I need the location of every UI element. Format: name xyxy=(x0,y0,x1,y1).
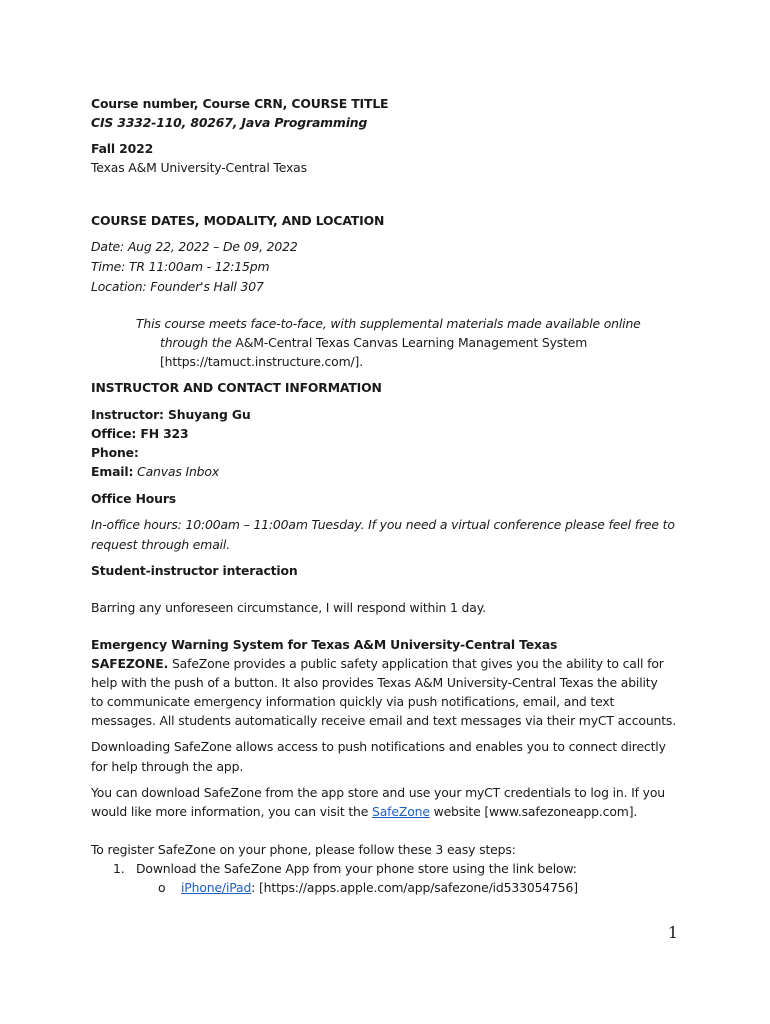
step-1-text: Download the SafeZone App from your phone store using the link below: xyxy=(136,861,577,876)
safezone-link[interactable]: SafeZone xyxy=(372,804,430,819)
instructor-email xyxy=(91,462,219,481)
modality-line-2 xyxy=(160,333,587,352)
dates-heading: COURSE DATES, MODALITY, AND LOCATION xyxy=(91,213,385,228)
step-1-number: 1. xyxy=(113,861,125,876)
email-label: Email: xyxy=(91,464,134,479)
modality-line-1: This course meets face-to-face, with supplemental materials made available online xyxy=(136,316,641,331)
modality-line-2-rest: A&M-Central Texas Canvas Learning Management System xyxy=(231,335,588,350)
course-value: CIS 3332-110, 80267, Java Programming xyxy=(91,115,368,130)
iphone-ipad-link[interactable]: iPhone/iPad xyxy=(181,880,252,895)
modality-line-3: [https://tamuct.instructure.com/]. xyxy=(160,354,364,369)
info-para-line-2-pre: would like more information, you can visit the xyxy=(91,804,373,819)
instructor-office: Office: FH 323 xyxy=(91,426,189,441)
safezone-para-line-2: help with the push of a button. It also provides Texas A&M University-Central Texas the ability xyxy=(91,675,658,690)
emergency-heading: Emergency Warning System for Texas A&M University-Central Texas xyxy=(91,637,558,652)
instructor-name: Instructor: Shuyang Gu xyxy=(91,407,251,422)
safezone-para-line-3: to communicate emergency information quickly via push notifications, email, and text xyxy=(91,694,615,709)
safezone-para-line-4: messages. All students automatically receive email and text messages via their myCT accounts. xyxy=(91,713,677,728)
course-label: Course number, Course CRN, COURSE TITLE xyxy=(91,96,389,111)
interaction-text: Barring any unforeseen circumstance, I will respond within 1 day. xyxy=(91,600,486,615)
download-para-line-2: for help through the app. xyxy=(91,759,244,774)
page-number: 1 xyxy=(667,923,678,942)
course-time: Time: TR 11:00am - 12:15pm xyxy=(91,259,270,274)
safezone-para-line-1 xyxy=(91,654,664,673)
register-text: To register SafeZone on your phone, please follow these 3 easy steps: xyxy=(91,842,516,857)
instructor-phone: Phone: xyxy=(91,445,139,460)
info-para-line-1: You can download SafeZone from the app store and use your myCT credentials to log in. If you xyxy=(91,785,665,800)
interaction-heading: Student-instructor interaction xyxy=(91,563,298,578)
course-date: Date: Aug 22, 2022 – De 09, 2022 xyxy=(91,239,298,254)
instructor-heading: INSTRUCTOR AND CONTACT INFORMATION xyxy=(91,380,382,395)
iphone-line xyxy=(181,878,578,897)
safezone-bold: SAFEZONE. xyxy=(91,656,169,671)
email-value: Canvas Inbox xyxy=(137,464,219,479)
term: Fall 2022 xyxy=(91,141,154,156)
office-hours-line-1: In-office hours: 10:00am – 11:00am Tuesday. If you need a virtual conference please feel free to xyxy=(91,517,675,532)
course-location: Location: Founder's Hall 307 xyxy=(91,279,264,294)
iphone-url: : [https://apps.apple.com/app/safezone/id533054756] xyxy=(251,880,578,895)
office-hours-heading: Office Hours xyxy=(91,491,177,506)
university: Texas A&M University-Central Texas xyxy=(91,160,307,175)
modality-line-2-italic: through the xyxy=(160,335,232,350)
safezone-para-line-1-text: SafeZone provides a public safety application that gives you the ability to call for xyxy=(168,656,664,671)
office-hours-line-2: request through email. xyxy=(91,537,231,552)
info-para-line-2-post: website [www.safezoneapp.com]. xyxy=(429,804,638,819)
download-para-line-1: Downloading SafeZone allows access to push notifications and enables you to connect directly xyxy=(91,739,666,754)
sub-bullet: o xyxy=(158,880,166,895)
info-para-line-2 xyxy=(91,802,637,821)
